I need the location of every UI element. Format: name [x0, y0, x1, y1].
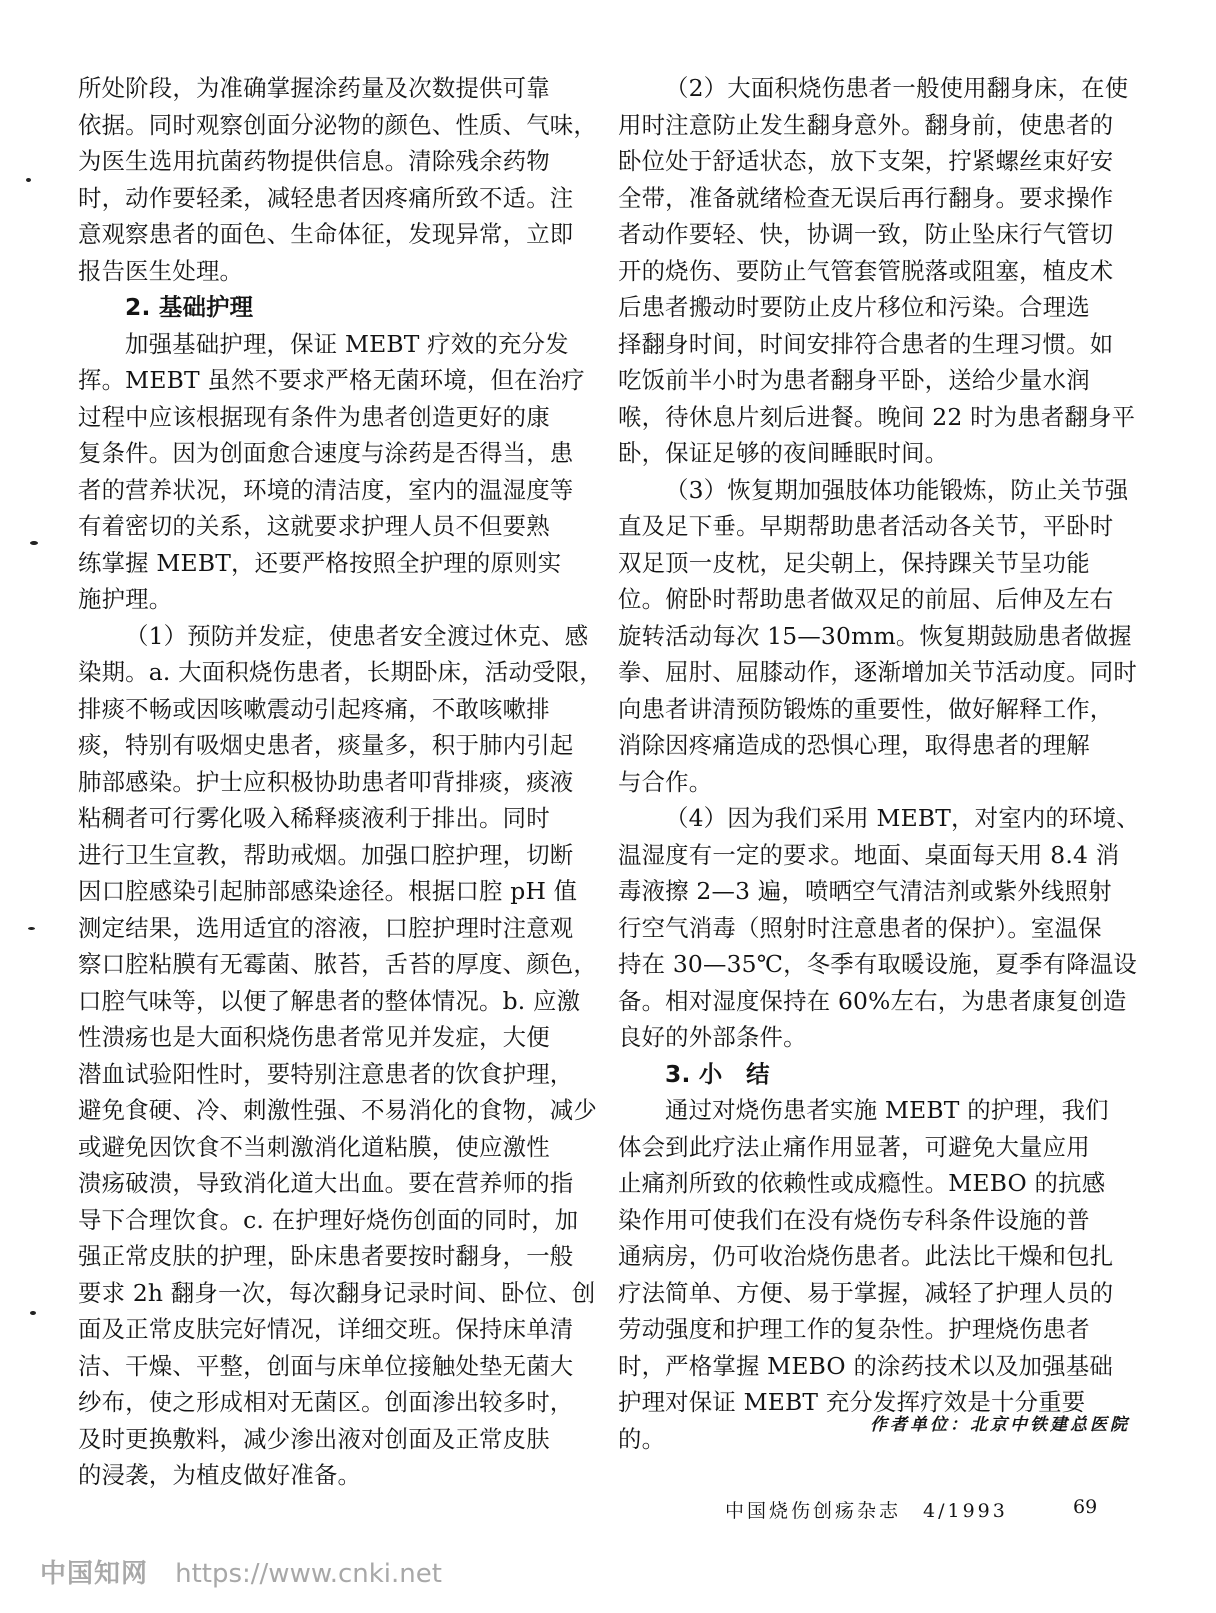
scan-speck	[28, 927, 35, 930]
text-line: 用时注意防止发生翻身意外。翻身前，使患者的	[618, 110, 1114, 139]
text-line: 练掌握 MEBT，还要严格按照全护理的原则实	[78, 548, 562, 577]
text-line: 时，动作要轻柔，减轻患者因疼痛所致不适。注	[78, 183, 574, 212]
author-affiliation: 作者单位：北京中铁建总医院	[870, 1415, 1130, 1435]
page-number: 69	[1073, 1496, 1098, 1518]
text-line: 测定结果，选用适宜的溶液，口腔护理时注意观	[78, 913, 574, 942]
text-line: 疗法简单、方便、易于掌握，减轻了护理人员的	[618, 1278, 1114, 1307]
text-line: 纱布，使之形成相对无菌区。创面渗出较多时，	[78, 1388, 574, 1416]
text-line: 溃疡破溃，导致消化道大出血。要在营养师的指	[78, 1169, 574, 1197]
text-line: 与合作。	[618, 767, 713, 796]
text-line: 性溃疡也是大面积烧伤患者常见并发症，大便	[78, 1023, 550, 1051]
text-line: 避免食硬、冷、刺激性强、不易消化的食物，减少	[78, 1096, 597, 1124]
text-line: 向患者讲清预防锻炼的重要性，做好解释工作，	[618, 694, 1114, 723]
text-line: 有着密切的关系，这就要求护理人员不但要熟	[78, 512, 550, 540]
text-line: 报告医生处理。	[78, 256, 244, 285]
text-line: 为医生选用抗菌药物提供信息。清除残余药物	[78, 147, 550, 175]
text-line: 时，严格掌握 MEBO 的涂药技术以及加强基础	[618, 1351, 1113, 1380]
journal-footer: 中国烧伤创疡杂志 4/1993	[725, 1500, 1008, 1522]
text-line: 温湿度有一定的要求。地面、桌面每天用 8.4 消	[618, 840, 1120, 869]
text-line: 位。俯卧时帮助患者做双足的前屈、后伸及左右	[618, 585, 1114, 613]
text-line: 良好的外部条件。	[618, 1023, 807, 1051]
text-line: （3）恢复期加强肢体功能锻炼，防止关节强	[665, 475, 1129, 504]
text-line: （4）因为我们采用 MEBT，对室内的环境、	[665, 804, 1140, 832]
text-line: 依据。同时观察创面分泌物的颜色、性质、气味，	[78, 110, 597, 139]
text-line: 进行卫生宣教，帮助戒烟。加强口腔护理，切断	[78, 840, 574, 869]
section-heading: 2. 基础护理	[125, 293, 254, 321]
scan-speck	[30, 1311, 36, 1315]
text-line: 所处阶段，为准确掌握涂药量及次数提供可靠	[78, 74, 550, 102]
text-line: 护理对保证 MEBT 充分发挥疗效是十分重要	[618, 1388, 1086, 1416]
text-line: 过程中应该根据现有条件为患者创造更好的康	[78, 402, 550, 431]
text-line: 通病房，仍可收治烧伤患者。此法比干燥和包扎	[618, 1242, 1114, 1270]
text-line: 开的烧伤、要防止气管套管脱落或阻塞，植皮术	[618, 256, 1114, 285]
text-line: 卧，保证足够的夜间睡眠时间。	[618, 439, 949, 467]
text-line: 止痛剂所致的依赖性或成瘾性。MEBO 的抗感	[618, 1169, 1106, 1197]
text-line: 口腔气味等，以便了解患者的整体情况。b. 应激	[78, 986, 581, 1015]
text-line: 面及正常皮肤完好情况，详细交班。保持床单清	[78, 1315, 574, 1343]
right-column	[618, 70, 1140, 1457]
text-line: 全带，准备就绪检查无误后再行翻身。要求操作	[618, 183, 1114, 212]
text-line: 择翻身时间，时间安排符合患者的生理习惯。如	[618, 329, 1114, 358]
text-line: 排痰不畅或因咳嗽震动引起疼痛，不敢咳嗽排	[78, 694, 550, 723]
text-line: 通过对烧伤患者实施 MEBT 的护理，我们	[665, 1096, 1109, 1124]
text-line: 后患者搬动时要防止皮片移位和污染。合理选	[618, 293, 1090, 321]
cnki-url[interactable]: https://www.cnki.net	[175, 1559, 442, 1589]
text-line: 察口腔粘膜有无霉菌、脓苔，舌苔的厚度、颜色，	[78, 950, 597, 978]
text-line: 洁、干燥、平整，创面与床单位接触处垫无菌大	[78, 1351, 574, 1380]
text-line: 导下合理饮食。c. 在护理好烧伤创面的同时，加	[78, 1205, 579, 1234]
text-line: 或避免因饮食不当刺激消化道粘膜，使应激性	[78, 1132, 550, 1161]
text-line: 行空气消毒（照射时注意患者的保护）。室温保	[618, 913, 1102, 942]
text-line: 拳、屈肘、屈膝动作，逐渐增加关节活动度。同时	[618, 658, 1137, 686]
text-line: 的。	[618, 1424, 666, 1453]
text-line: 强正常皮肤的护理，卧床患者要按时翻身，一般	[78, 1242, 574, 1270]
scan-speck	[26, 178, 31, 182]
text-line: 直及足下垂。早期帮助患者活动各关节，平卧时	[618, 512, 1114, 540]
text-line: 挥。MEBT 虽然不要求严格无菌环境，但在治疗	[78, 366, 585, 394]
text-line: 及时更换敷料，减少渗出液对创面及正常皮肤	[78, 1424, 550, 1453]
text-line: 意观察患者的面色、生命体征，发现异常，立即	[78, 220, 574, 248]
text-line: 体会到此疗法止痛作用显著，可避免大量应用	[618, 1132, 1090, 1161]
text-line: 吃饭前半小时为患者翻身平卧，送给少量水润	[618, 366, 1090, 394]
text-line: 的浸袭，为植皮做好准备。	[78, 1461, 362, 1489]
text-line: 旋转活动每次 15—30mm。恢复期鼓励患者做握	[618, 621, 1132, 650]
text-line: 毒液擦 2—3 遍，喷晒空气清洁剂或紫外线照射	[618, 877, 1112, 905]
text-line: 施护理。	[78, 585, 173, 613]
text-line: 粘稠者可行雾化吸入稀释痰液利于排出。同时	[78, 804, 550, 832]
text-line: 肺部感染。护士应积极协助患者叩背排痰，痰液	[78, 767, 574, 796]
text-line: 卧位处于舒适状态，放下支架，拧紧螺丝束好安	[618, 147, 1114, 175]
text-line: 复条件。因为创面愈合速度与涂药是否得当，患	[78, 439, 574, 467]
cnki-watermark	[40, 1553, 442, 1590]
text-line: 消除因疼痛造成的恐惧心理，取得患者的理解	[618, 731, 1090, 759]
scan-speck	[30, 541, 38, 545]
text-line: 染期。a. 大面积烧伤患者，长期卧床，活动受限，	[78, 658, 603, 686]
text-line: 要求 2h 翻身一次，每次翻身记录时间、卧位、创	[78, 1278, 596, 1307]
text-line: 持在 30—35℃，冬季有取暖设施，夏季有降温设	[618, 950, 1137, 978]
text-line: 痰，特别有吸烟史患者，痰量多，积于肺内引起	[78, 731, 574, 759]
text-line: 潜血试验阳性时，要特别注意患者的饮食护理，	[78, 1059, 574, 1088]
text-line: 者动作要轻、快，协调一致，防止坠床行气管切	[618, 220, 1114, 248]
text-line: 劳动强度和护理工作的复杂性。护理烧伤患者	[618, 1315, 1090, 1343]
text-line: 加强基础护理，保证 MEBT 疗效的充分发	[125, 329, 569, 358]
cnki-logo: 中国知网	[40, 1559, 149, 1589]
text-line: （1）预防并发症，使患者安全渡过休克、感	[125, 621, 589, 650]
text-line: 染作用可使我们在没有烧伤专科条件设施的普	[618, 1205, 1090, 1234]
text-line: 双足顶一皮枕，足尖朝上，保持踝关节呈功能	[618, 548, 1090, 577]
section-heading: 3. 小 结	[665, 1059, 770, 1088]
text-line: 喉，待休息片刻后进餐。晚间 22 时为患者翻身平	[618, 402, 1136, 431]
text-line: 者的营养状况，环境的清洁度，室内的温湿度等	[78, 475, 574, 504]
text-line: （2）大面积烧伤患者一般使用翻身床，在使	[665, 74, 1129, 102]
text-line: 备。相对湿度保持在 60%左右，为患者康复创造	[618, 986, 1127, 1015]
left-column	[78, 70, 603, 1494]
text-line: 因口腔感染引起肺部感染途径。根据口腔 pH 值	[78, 877, 578, 905]
